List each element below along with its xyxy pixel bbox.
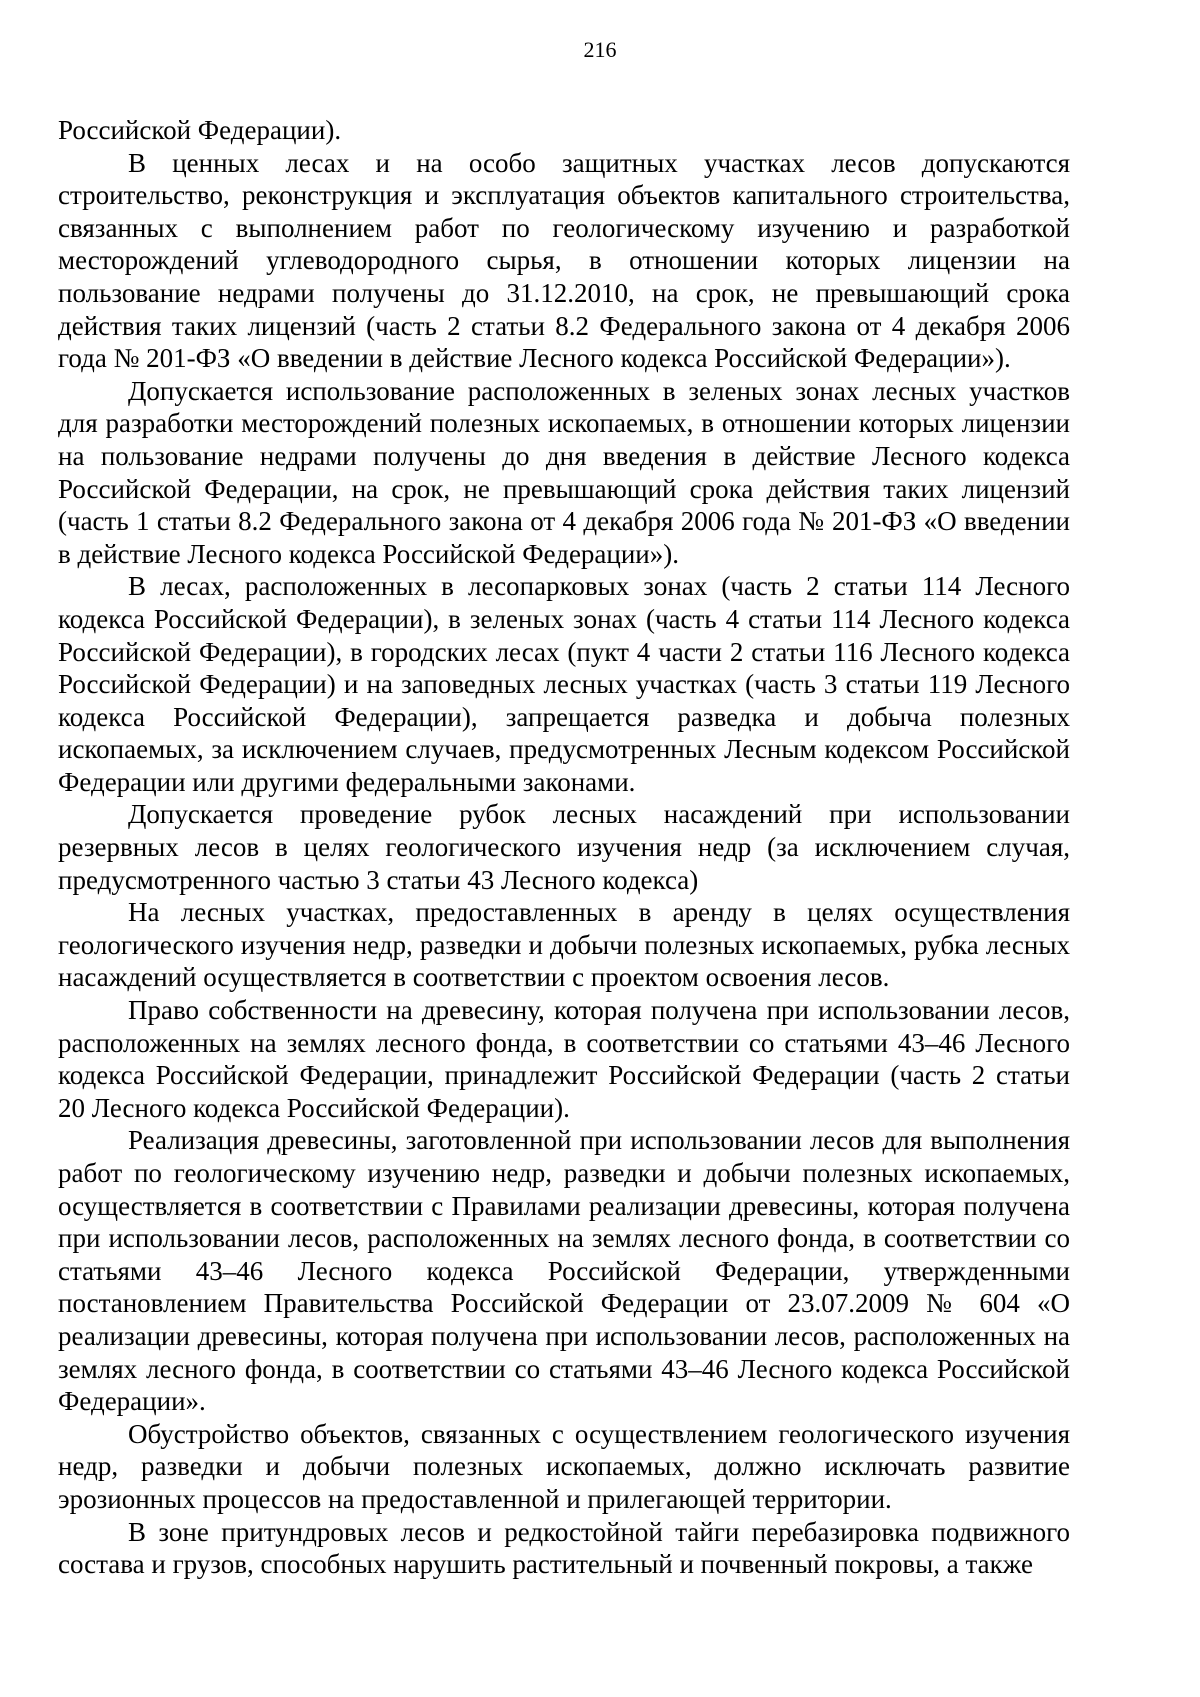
paragraph: Право собственности на древесину, которая получена при использовании лесов, расположенных на землях лесного фонда, в соответствии со статьями 43–46 Лесного кодекса Российской Федерации, принадлежит Российской Федерации (часть 2 статьи 20 Лесного кодекса Российской Федерации).: [58, 995, 1070, 1123]
document-body: [58, 114, 1070, 1581]
paragraph: Обустройство объектов, связанных с осуществлением геологического изучения недр, разведки и добычи полезных ископаемых, должно исключать развитие эрозионных процессов на предоставленной и прилегающей территории.: [58, 1418, 1070, 1514]
paragraph: Реализация древесины, заготовленной при использовании лесов для выполнения работ по геологическому изучению недр, разведки и добычи полезных ископаемых, осуществляется в соответствии с Правилами реализации древесины, которая получена при использовании лесов, расположенных на землях лесного фонда, в соответствии со статьями 43–46 Лесного кодекса Российской Федерации, утвержденными постановлением Правительства Российской Федерации от 23.07.2009 № 604 «О реализации древесины, которая получена при использовании лесов, расположенных на землях лесного фонда, в соответствии со статьями 43–46 Лесного кодекса Российской Федерации».: [58, 1125, 1070, 1417]
paragraph: Допускается проведение рубок лесных насаждений при использовании резервных лесов в целях геологического изучения недр (за исключением случая, предусмотренного частью 3 статьи 43 Лесного кодекса): [58, 799, 1070, 895]
paragraph: В зоне притундровых лесов и редкостойной тайги перебазировка подвижного состава и грузов, способных нарушить растительный и почвенный покровы, а также: [58, 1516, 1070, 1580]
paragraph: В лесах, расположенных в лесопарковых зонах (часть 2 статьи 114 Лесного кодекса Российской Федерации), в зеленых зонах (часть 4 статьи 114 Лесного кодекса Российской Федерации), в городских лесах (пукт 4 части 2 статьи 116 Лесного кодекса Российской Федерации) и на заповедных лесных участках (часть 3 статьи 119 Лесного кодекса Российской Федерации), запрещается разведка и добыча полезных ископаемых, за исключением случаев, предусмотренных Лесным кодексом Российской Федерации или другими федеральными законами.: [58, 571, 1070, 797]
paragraph: В ценных лесах и на особо защитных участках лесов допускаются строительство, реконструкция и эксплуатация объектов капитального строительства, связанных с выполнением работ по геологическому изучению и разработкой месторождений углеводородного сырья, в отношении которых лицензии на пользование недрами получены до 31.12.2010, на срок, не превышающий срока действия таких лицензий (часть 2 статьи 8.2 Федерального закона от 4 декабря 2006 года № 201-ФЗ «О введении в действие Лесного кодекса Российской Федерации»).: [58, 147, 1070, 374]
paragraph: На лесных участках, предоставленных в аренду в целях осуществления геологического изучения недр, разведки и добычи полезных ископаемых, рубка лесных насаждений осуществляется в соответствии с проектом освоения лесов.: [58, 897, 1070, 993]
paragraph: Допускается использование расположенных в зеленых зонах лесных участков для разработки месторождений полезных ископаемых, в отношении которых лицензии на пользование недрами получены до дня введения в действие Лесного кодекса Российской Федерации, на срок, не превышающий срока действия таких лицензий (часть 1 статьи 8.2 Федерального закона от 4 декабря 2006 года № 201-ФЗ «О введении в действие Лесного кодекса Российской Федерации»).: [58, 375, 1070, 569]
page-number: 216: [583, 37, 617, 62]
paragraph-continuation: Российской Федерации).: [58, 115, 342, 145]
